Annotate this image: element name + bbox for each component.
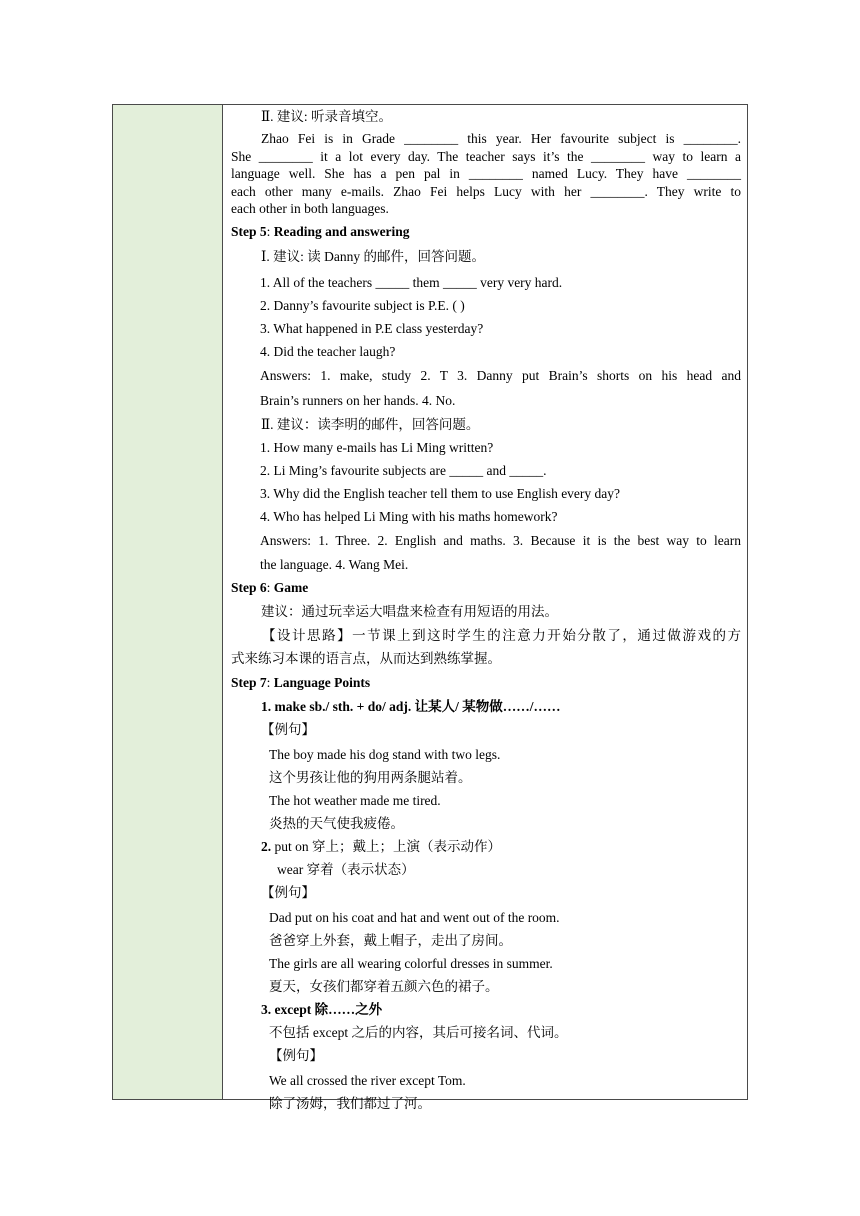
point2-number: 2. [261, 838, 272, 854]
design-idea-line: 式来练习本课的语言点，从而达到熟练掌握。 [231, 650, 501, 666]
example-translation: 夏天，女孩们都穿着五颜六色的裙子。 [269, 978, 499, 994]
example-sentence: Dad put on his coat and hat and went out of the room. [269, 909, 560, 925]
question-item: 4. Did the teacher laugh? [260, 343, 396, 359]
lesson-table [112, 104, 748, 1111]
question-item: 3. What happened in P.E class yesterday? [260, 320, 484, 336]
point2-text: put on 穿上；戴上；上演（表示动作） [271, 838, 502, 854]
step5-part1-title: Ⅰ. 建议: 读 Danny 的邮件，回答问题。 [261, 248, 485, 264]
example-translation: 爸爸穿上外套，戴上帽子，走出了房间。 [269, 932, 512, 948]
example-label: 【例句】 [261, 884, 315, 900]
passage-line: each other in both languages. [231, 201, 389, 216]
answers-line: the language. 4. Wang Mei. [260, 556, 409, 572]
passage-line: She ________ it a lot every day. The teacher says it’s the ________ way to learn a [231, 148, 741, 164]
lesson-content [231, 105, 741, 1115]
step5-title: Reading and answering [273, 223, 410, 239]
example-translation: 除了汤姆，我们都过了河。 [269, 1095, 431, 1111]
step6-heading: Step 6: Game [231, 579, 309, 595]
example-sentence: We all crossed the river except Tom. [269, 1072, 466, 1088]
step7-title: Language Points [273, 674, 371, 690]
example-translation: 炎热的天气使我疲倦。 [269, 815, 404, 831]
step6-suggestion: 建议：通过玩幸运大唱盘来检查有用短语的用法。 [261, 603, 558, 619]
listening-passage [231, 130, 741, 218]
answers-line: Brain’s runners on her hands. 4. No. [260, 392, 456, 408]
step7-heading: Step 7: Language Points [231, 674, 371, 690]
example-label: 【例句】 [269, 1047, 323, 1063]
point2-wear: wear 穿着（表示状态） [277, 861, 415, 877]
question-item: 3. Why did the English teacher tell them to use English every day? [260, 485, 621, 501]
listening-task-title: Ⅱ. 建议: 听录音填空。 [261, 109, 393, 124]
shaded-left-column [113, 105, 223, 1099]
design-idea-line: 【设计思路】一节课上到这时学生的注意力开始分散了，通过做游戏的方 [262, 627, 741, 643]
step7-label: Step 7 [231, 674, 267, 690]
passage-line: Zhao Fei is in Grade ________ this year. Her favourite subject is ________. [261, 131, 741, 146]
question-item: 4. Who has helped Li Ming with his maths homework? [260, 508, 558, 524]
point2-heading [231, 835, 741, 858]
step5-label: Step 5 [231, 223, 267, 239]
answers-line: Answers: 1. make, study 2. T 3. Danny put Brain’s shorts on his head and [260, 367, 741, 383]
question-item: 1. All of the teachers _____ them _____ very very hard. [260, 274, 563, 290]
question-item: 2. Danny’s favourite subject is P.E. ( ) [260, 297, 465, 313]
passage-line: language well. She has a pen pal in ________ named Lucy. They have ________ [231, 166, 741, 181]
example-sentence: The hot weather made me tired. [269, 792, 441, 808]
step6-label: Step 6 [231, 579, 267, 595]
example-sentence: The boy made his dog stand with two legs. [269, 746, 501, 762]
example-translation: 这个男孩让他的狗用两条腿站着。 [269, 769, 472, 785]
point1-heading: 1. make sb./ sth. + do/ adj. 让某人/ 某物做……/…… [261, 698, 561, 714]
step5-heading: Step 5: Reading and answering [231, 223, 410, 239]
point3-heading: 3. except 除……之外 [261, 1001, 383, 1017]
example-sentence: The girls are all wearing colorful dresses in summer. [269, 955, 553, 971]
passage-line: each other many e-mails. Zhao Fei helps Lucy with her ________. They write to [231, 183, 741, 199]
step6-title: Game [273, 579, 309, 595]
example-label: 【例句】 [261, 721, 315, 737]
question-item: 1. How many e-mails has Li Ming written? [260, 439, 494, 455]
point3-note: 不包括 except 之后的内容，其后可接名词、代词。 [269, 1024, 568, 1040]
step5-part2-title: Ⅱ. 建议：读李明的邮件，回答问题。 [261, 416, 480, 432]
answers-line: Answers: 1. Three. 2. English and maths. 3. Because it is the best way to learn [260, 532, 741, 548]
question-item: 2. Li Ming’s favourite subjects are _____ and _____. [260, 462, 547, 478]
